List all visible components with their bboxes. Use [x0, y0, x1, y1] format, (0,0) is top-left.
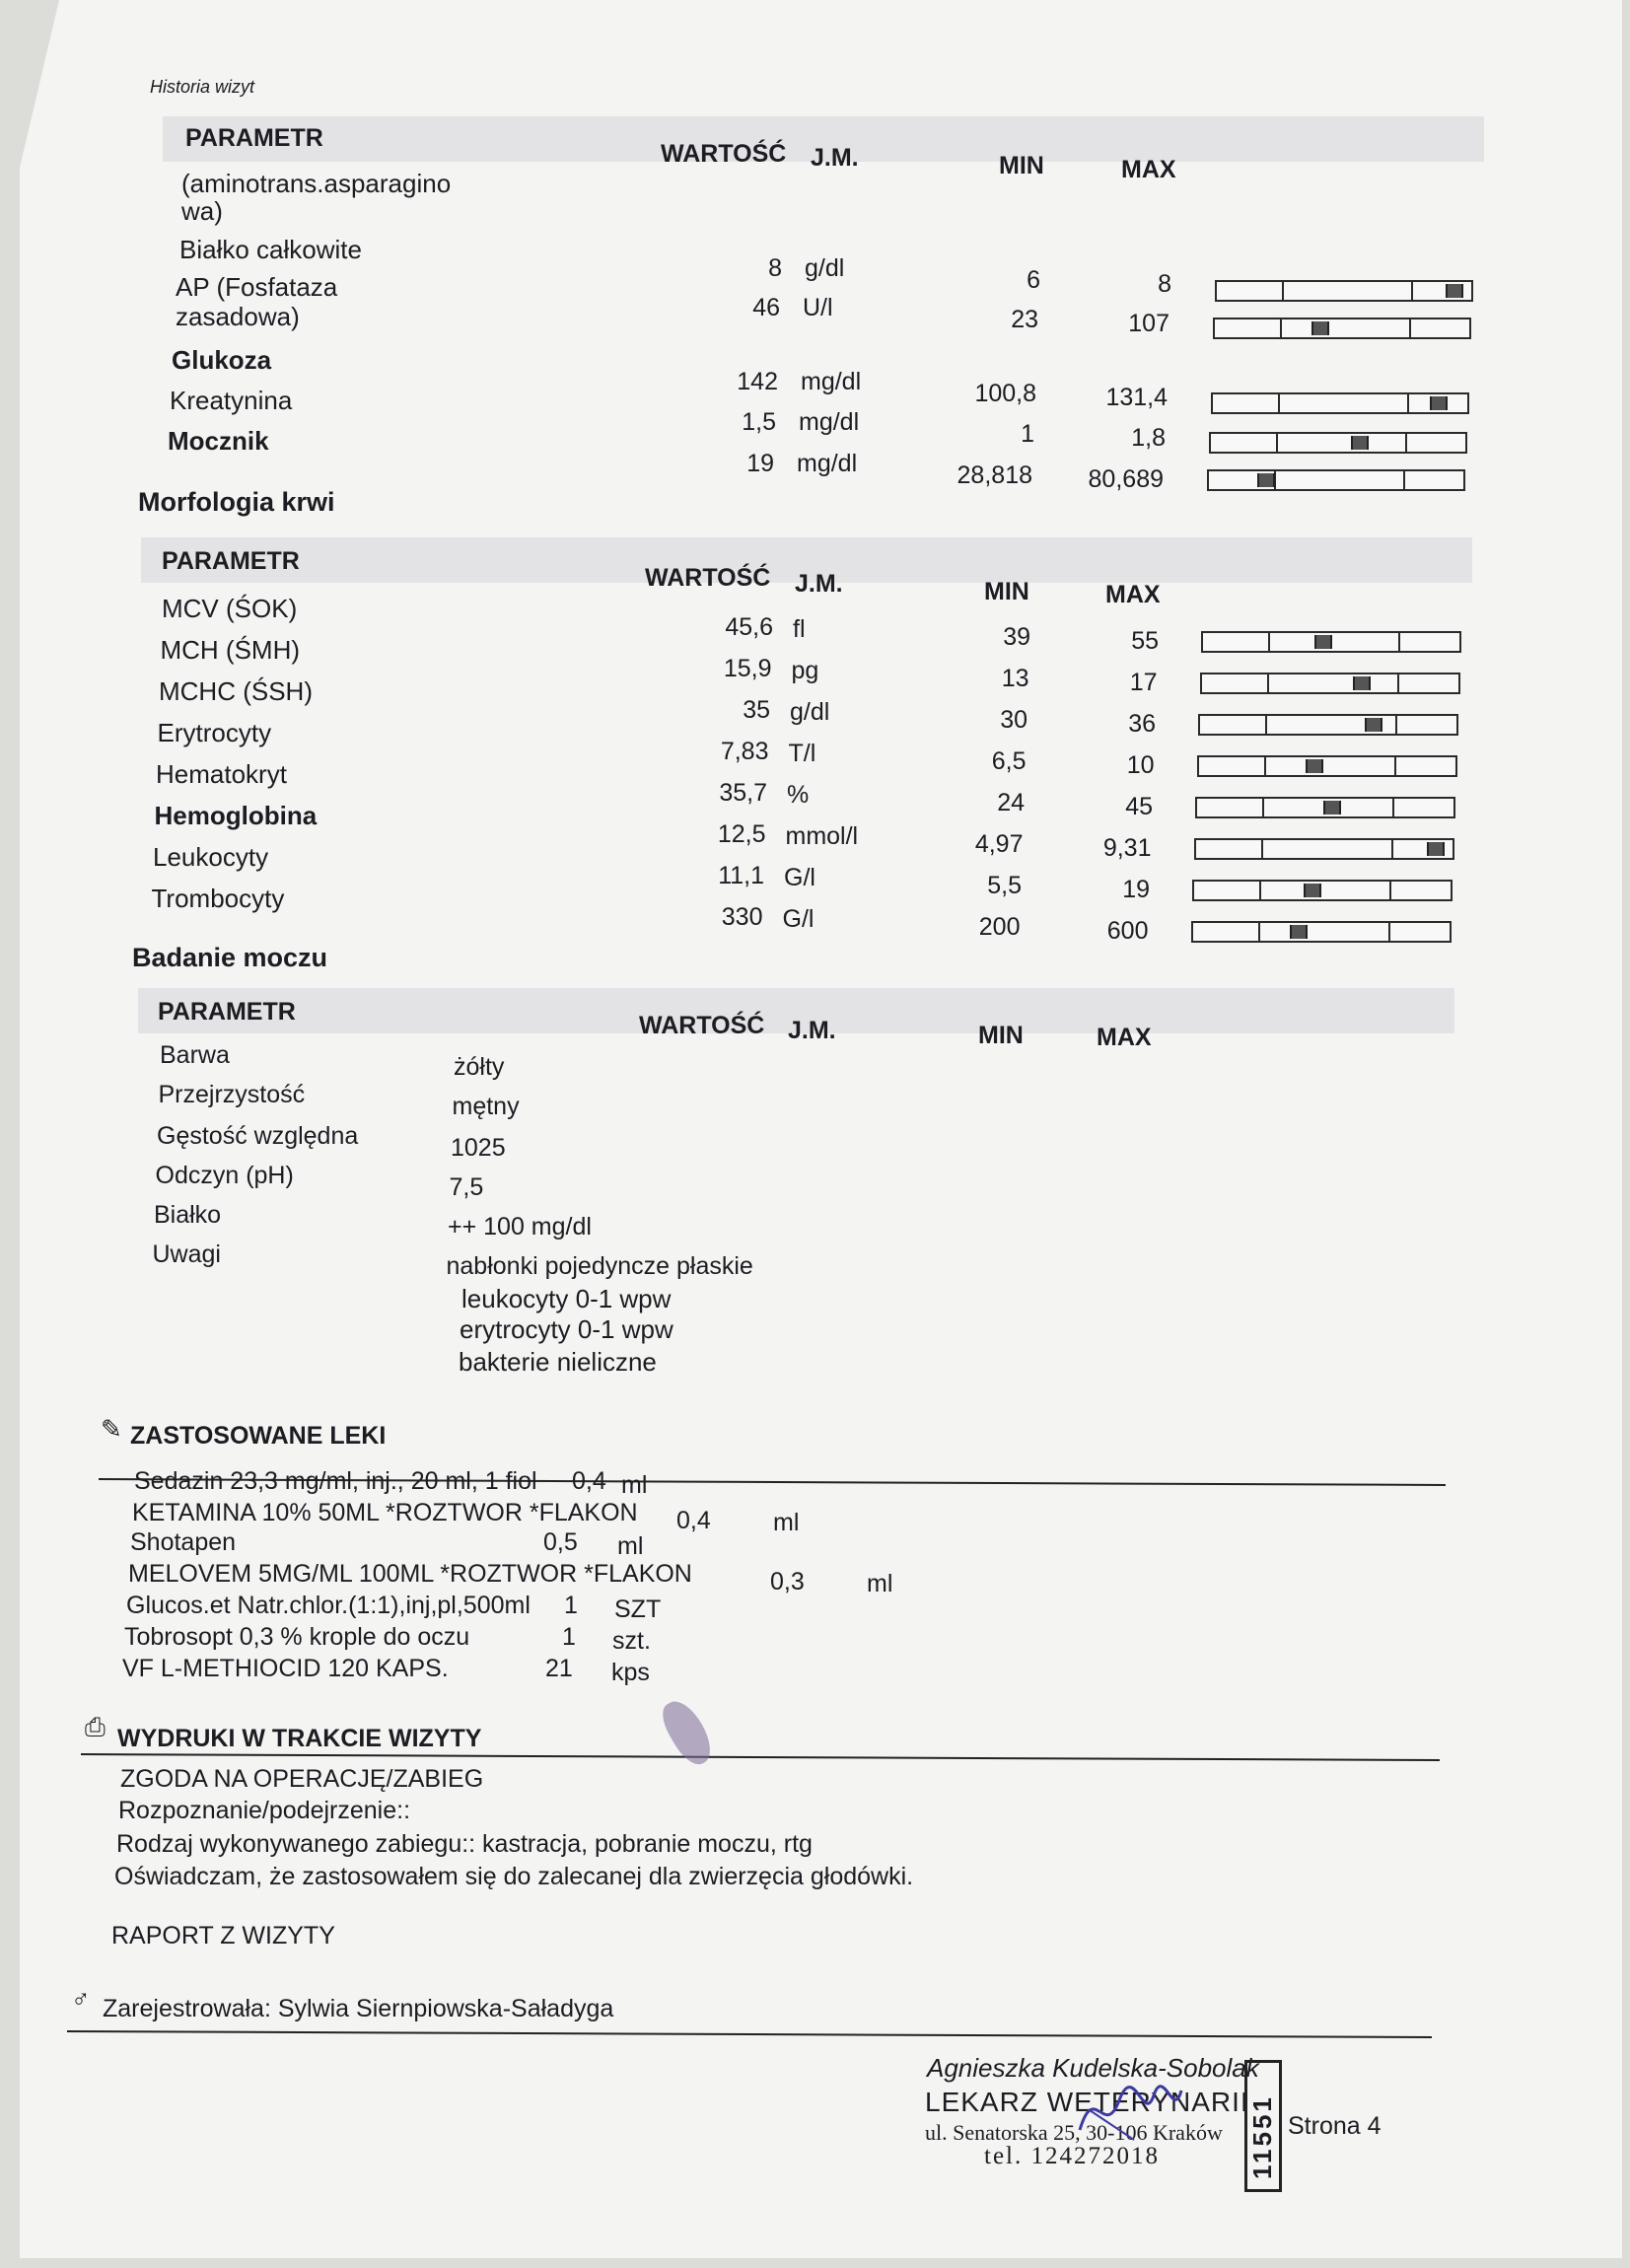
- param-name: Trombocyty: [151, 884, 285, 913]
- param-name: Glukoza: [172, 345, 272, 375]
- gauge-marker: [1311, 321, 1329, 335]
- drug-name: KETAMINA 10% 50ML *ROZTWOR *FLAKON: [132, 1499, 638, 1526]
- param-unit: mg/dl: [797, 450, 858, 477]
- printer-icon: ⎙: [85, 1712, 106, 1741]
- gauge-marker: [1314, 635, 1332, 649]
- param-name: Barwa: [160, 1041, 230, 1069]
- drug-unit: ml: [617, 1532, 644, 1560]
- param-max: 10: [1126, 751, 1155, 779]
- param-value: 15,9: [723, 655, 772, 682]
- col-unit: J.M.: [795, 570, 843, 598]
- param-value: 12,5: [717, 820, 766, 848]
- param-min: 1: [1021, 420, 1034, 448]
- param-unit: g/dl: [805, 254, 845, 282]
- col-value: WARTOŚĆ: [645, 564, 771, 592]
- param-name: MCV (ŚOK): [162, 594, 298, 623]
- param-max: 8: [1158, 270, 1171, 298]
- drug-unit: kps: [611, 1659, 650, 1686]
- gauge-marker: [1430, 396, 1448, 410]
- gauge-divider: [1403, 471, 1405, 489]
- param-value: 7,5: [449, 1173, 484, 1201]
- param-name: Odczyn (pH): [155, 1162, 294, 1189]
- param-max: 600: [1106, 917, 1149, 945]
- param-name: Uwagi: [152, 1240, 221, 1268]
- stamp-number: 11551: [1247, 2094, 1277, 2179]
- col-min: MIN: [978, 1022, 1024, 1049]
- carry-over-label: (aminotrans.asparagino wa): [181, 169, 452, 226]
- range-gauge: [1192, 880, 1453, 901]
- param-value: 1025: [451, 1134, 506, 1162]
- param-max: 80,689: [1088, 465, 1164, 493]
- param-min: 39: [1003, 623, 1030, 651]
- param-min: 4,97: [974, 830, 1024, 858]
- param-name: AP (Fosfataza zasadowa): [176, 272, 338, 331]
- gauge-divider: [1282, 282, 1284, 300]
- drug-name: Shotapen: [130, 1528, 237, 1556]
- param-max: 19: [1122, 876, 1150, 903]
- col-min: MIN: [999, 152, 1044, 179]
- col-value: WARTOŚĆ: [639, 1012, 765, 1039]
- param-name: Białko całkowite: [179, 235, 362, 264]
- gauge-divider: [1395, 716, 1397, 734]
- gauge-divider: [1391, 840, 1393, 858]
- col-unit: J.M.: [811, 144, 859, 172]
- param-min: 23: [1011, 306, 1038, 333]
- gauge-divider: [1276, 434, 1278, 452]
- gauge-marker: [1257, 473, 1275, 487]
- drug-qty: 21: [545, 1655, 573, 1682]
- gauge-divider: [1409, 319, 1411, 337]
- param-value: 8: [768, 254, 782, 282]
- gauge-divider: [1394, 757, 1396, 775]
- param-unit: pg: [791, 657, 819, 684]
- drug-qty: 0,5: [543, 1528, 578, 1556]
- range-gauge: [1197, 755, 1457, 777]
- drug-name: Sedazin 23,3 mg/ml, inj., 20 ml, 1 fiol: [134, 1467, 537, 1495]
- col-max: MAX: [1097, 1024, 1152, 1051]
- uwagi-line: leukocyty 0-1 wpw: [461, 1284, 672, 1313]
- param-name: Mocznik: [168, 426, 269, 456]
- range-gauge: [1194, 838, 1454, 860]
- gauge-divider: [1265, 716, 1267, 734]
- page-number: Strona 4: [1288, 2112, 1382, 2140]
- gauge-divider: [1407, 394, 1409, 412]
- range-gauge: [1207, 469, 1465, 491]
- gauge-marker: [1427, 842, 1445, 856]
- col-param: PARAMETR: [158, 998, 296, 1026]
- col-max: MAX: [1105, 581, 1161, 608]
- param-value: mętny: [452, 1093, 520, 1120]
- param-value: 7,83: [720, 738, 769, 765]
- stamp-name: Agnieszka Kudelska-Sobolak: [927, 2053, 1259, 2083]
- param-min: 24: [997, 789, 1025, 816]
- gauge-marker: [1353, 676, 1371, 690]
- param-unit: U/l: [803, 294, 833, 321]
- param-min: 6: [1027, 266, 1040, 294]
- gauge-divider: [1398, 633, 1400, 651]
- range-gauge: [1201, 631, 1461, 653]
- uwagi-line: erytrocyty 0-1 wpw: [460, 1314, 673, 1344]
- stamp-title: LEKARZ WETERYNARII: [925, 2087, 1249, 2117]
- drug-qty: 1: [564, 1592, 578, 1619]
- drug-qty: 0,4: [676, 1507, 711, 1534]
- param-name: Przejrzystość: [158, 1081, 306, 1108]
- param-max: 45: [1125, 793, 1153, 820]
- param-min: 28,818: [957, 461, 1032, 489]
- gauge-divider: [1264, 757, 1266, 775]
- gauge-divider: [1262, 799, 1264, 816]
- param-name: Erytrocyty: [157, 718, 272, 747]
- gauge-divider: [1261, 840, 1263, 858]
- param-value: 46: [752, 294, 780, 321]
- param-name: MCH (ŚMH): [160, 635, 301, 665]
- signature: [1075, 2071, 1183, 2150]
- param-value: ++ 100 mg/dl: [448, 1213, 592, 1240]
- param-value: żółty: [454, 1053, 505, 1081]
- uwagi-line: bakterie nieliczne: [459, 1347, 657, 1377]
- section-title-mocz: Badanie moczu: [132, 943, 328, 972]
- gauge-divider: [1388, 923, 1390, 941]
- param-max: 107: [1128, 310, 1169, 337]
- param-unit: mmol/l: [785, 822, 859, 850]
- gauge-divider: [1268, 633, 1270, 651]
- range-gauge: [1209, 432, 1467, 454]
- param-value: 142: [737, 368, 778, 395]
- drug-qty: 1: [562, 1623, 576, 1651]
- gauge-divider: [1397, 674, 1399, 692]
- col-param: PARAMETR: [162, 547, 300, 575]
- stamp-address: ul. Senatorska 25, 30-106 Kraków: [925, 2120, 1223, 2145]
- param-value: 45,6: [725, 613, 773, 641]
- gauge-divider: [1259, 882, 1261, 899]
- gauge-marker: [1290, 925, 1308, 939]
- gauge-marker: [1304, 884, 1321, 897]
- report-title: RAPORT Z WIZYTY: [111, 1922, 335, 1949]
- drug-unit: SZT: [614, 1595, 662, 1623]
- gauge-marker: [1323, 801, 1341, 815]
- param-min: 13: [1001, 665, 1029, 692]
- param-unit: G/l: [782, 905, 815, 933]
- range-gauge: [1213, 318, 1471, 339]
- param-max: 55: [1131, 627, 1159, 655]
- param-max: 17: [1129, 669, 1158, 696]
- gauge-divider: [1405, 434, 1407, 452]
- param-name: Kreatynina: [170, 386, 293, 415]
- param-unit: G/l: [784, 864, 815, 891]
- param-max: 1,8: [1131, 424, 1166, 452]
- param-name: Gęstość względna: [157, 1122, 359, 1150]
- gauge-divider: [1392, 799, 1394, 816]
- param-min: 6,5: [991, 747, 1027, 775]
- param-unit: g/dl: [790, 698, 830, 726]
- param-max: 131,4: [1105, 384, 1168, 411]
- gauge-marker: [1446, 284, 1463, 298]
- param-name: Białko: [154, 1201, 222, 1229]
- drug-unit: ml: [867, 1570, 893, 1597]
- param-unit: mg/dl: [801, 368, 862, 395]
- col-unit: J.M.: [788, 1017, 836, 1044]
- col-min: MIN: [984, 578, 1029, 605]
- section-title-wydruki: WYDRUKI W TRAKCIE WIZYTY: [117, 1725, 482, 1752]
- printout-line: Rodzaj wykonywanego zabiegu:: kastracja, pobranie moczu, rtg: [116, 1830, 813, 1858]
- param-min: 100,8: [974, 380, 1036, 407]
- section-title-leki: ZASTOSOWANE LEKI: [130, 1422, 387, 1450]
- gauge-divider: [1267, 674, 1269, 692]
- gauge-marker: [1306, 759, 1323, 773]
- col-max: MAX: [1121, 156, 1176, 183]
- printout-line: Oświadczam, że zastosowałem się do zalecanej dla zwierzęcia głodówki.: [114, 1863, 914, 1890]
- drug-name: Tobrosopt 0,3 % krople do oczu: [124, 1623, 470, 1651]
- range-gauge: [1215, 280, 1473, 302]
- col-value: WARTOŚĆ: [661, 140, 787, 168]
- gauge-divider: [1280, 319, 1282, 337]
- gauge-divider: [1278, 394, 1280, 412]
- param-name: Hematokryt: [156, 759, 287, 789]
- param-max: 9,31: [1102, 834, 1152, 862]
- drug-qty: 0,3: [770, 1568, 805, 1595]
- param-value: 35: [743, 696, 770, 724]
- section-title-morfologia: Morfologia krwi: [138, 487, 335, 517]
- gauge-divider: [1389, 882, 1391, 899]
- param-max: 36: [1128, 710, 1156, 738]
- drug-name: VF L-METHIOCID 120 KAPS.: [122, 1655, 449, 1682]
- param-value: 19: [746, 450, 774, 477]
- param-min: 30: [1000, 706, 1028, 734]
- printout-line: ZGODA NA OPERACJĘ/ZABIEG: [120, 1765, 484, 1793]
- range-gauge: [1195, 797, 1455, 818]
- person-icon: ♂: [71, 1984, 91, 2014]
- printout-line: Rozpoznanie/podejrzenie::: [118, 1797, 411, 1824]
- param-unit: %: [787, 781, 810, 809]
- param-unit: mg/dl: [799, 408, 860, 436]
- param-min: 200: [978, 913, 1021, 941]
- gauge-divider: [1258, 923, 1260, 941]
- drug-name: Glucos.et Natr.chlor.(1:1),inj,pl,500ml: [126, 1592, 531, 1619]
- param-name: MCHC (ŚSH): [159, 676, 313, 706]
- drug-unit: ml: [621, 1471, 648, 1499]
- range-gauge: [1191, 921, 1452, 943]
- param-name: Leukocyty: [153, 842, 269, 872]
- stamp-phone: tel. 124272018: [984, 2143, 1160, 2169]
- range-gauge: [1198, 714, 1458, 736]
- range-gauge: [1200, 673, 1460, 694]
- param-value: 35,7: [719, 779, 767, 807]
- drug-unit: ml: [773, 1509, 800, 1536]
- param-value: 330: [721, 903, 763, 931]
- drug-name: MELOVEM 5MG/ML 100ML *ROZTWOR *FLAKON: [128, 1560, 692, 1588]
- drug-unit: szt.: [612, 1627, 651, 1655]
- param-value: nabłonki pojedyncze płaskie: [446, 1252, 753, 1280]
- param-unit: fl: [793, 615, 806, 643]
- gauge-divider: [1411, 282, 1413, 300]
- param-name: Hemoglobina: [154, 801, 318, 830]
- param-value: 1,5: [742, 408, 776, 436]
- drug-qty: 0,4: [572, 1467, 606, 1495]
- gauge-marker: [1351, 436, 1369, 450]
- param-unit: T/l: [788, 740, 816, 767]
- pill-icon: ✎: [101, 1414, 122, 1444]
- param-min: 5,5: [987, 872, 1022, 899]
- document-header: Historia wizyt: [150, 77, 255, 97]
- col-param: PARAMETR: [185, 124, 323, 152]
- param-value: 11,1: [718, 862, 764, 889]
- range-gauge: [1211, 392, 1469, 414]
- gauge-marker: [1365, 718, 1382, 732]
- registered-by: Zarejestrowała: Sylwia Siernpiowska-Saładyga: [103, 1995, 614, 2022]
